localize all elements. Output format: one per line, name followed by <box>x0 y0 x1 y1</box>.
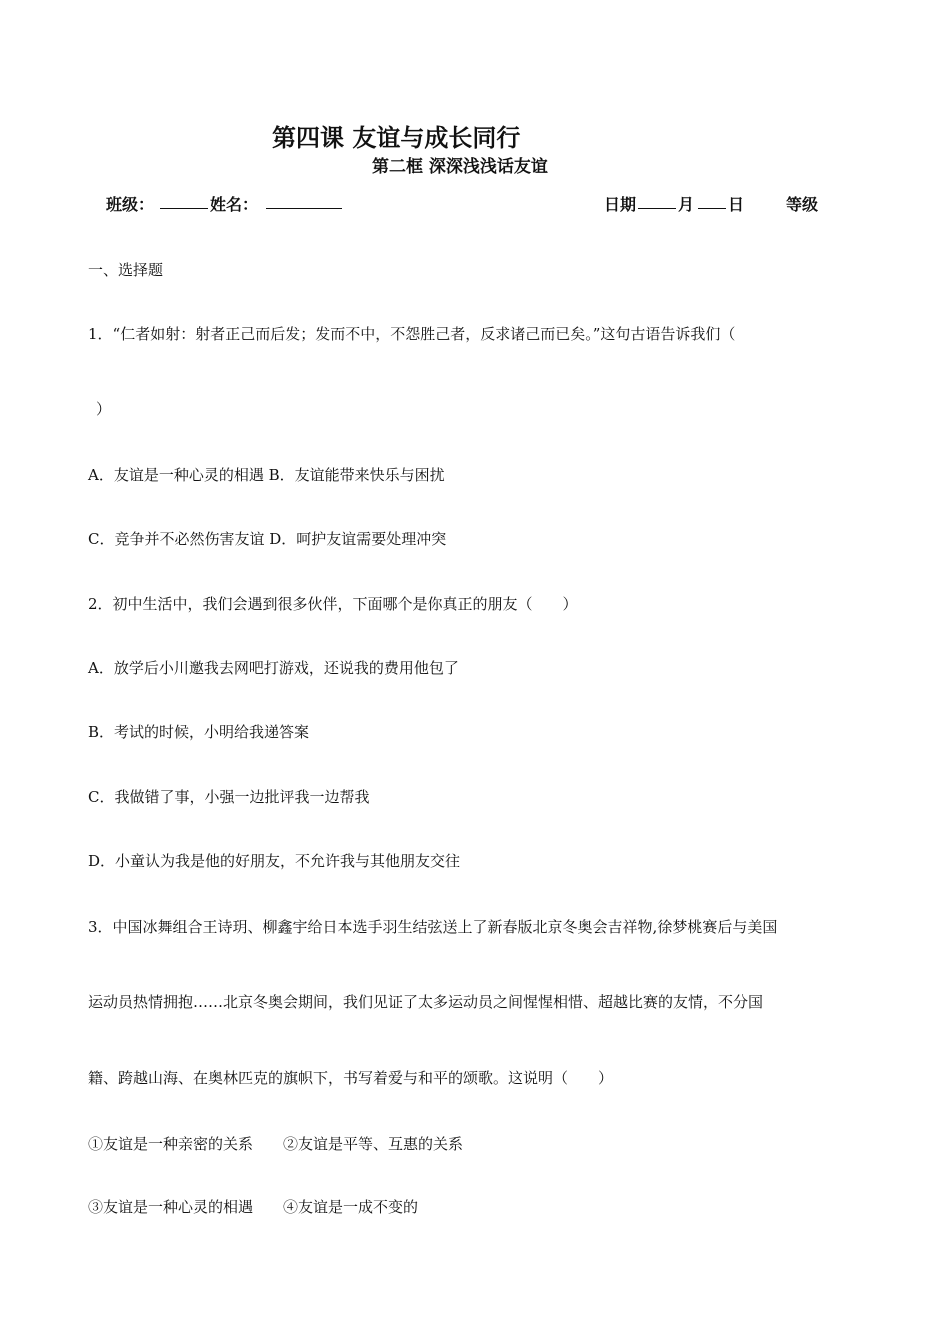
question-3-line-1: 3．中国冰舞组合王诗玥、柳鑫宇给日本选手羽生结弦送上了新春版北京冬奥会吉祥物,徐梦桃赛后与美国 <box>88 918 778 936</box>
question-1-option-line-1: A．友谊是一种心灵的相遇 B．友谊能带来快乐与困扰 <box>88 466 445 484</box>
grade-label: 等级 <box>786 195 819 214</box>
question-3-option-line-1: ①友谊是一种亲密的关系 ②友谊是平等、互惠的关系 <box>88 1135 464 1153</box>
question-1-line-2: ） <box>96 400 112 418</box>
day-label: 日 <box>728 195 745 214</box>
section-heading: 一、选择题 <box>88 261 164 279</box>
lesson-title: 第四课 友谊与成长同行 <box>272 123 521 152</box>
question-2-option-d: D．小童认为我是他的好朋友，不允许我与其他朋友交往 <box>88 852 461 870</box>
month-label: 月 <box>678 195 695 214</box>
question-2-option-b: B．考试的时候，小明给我递答案 <box>88 723 310 741</box>
month-blank[interactable] <box>638 194 676 209</box>
question-3-option-line-2: ③友谊是一种心灵的相遇 ④友谊是一成不变的 <box>88 1198 419 1216</box>
name-label: 姓名： <box>210 195 259 214</box>
question-1-line-1: 1．“仁者如射：射者正己而后发；发而不中，不怨胜己者，反求诸己而已矣。”这句古语告诉我们（ <box>88 325 736 343</box>
class-blank[interactable] <box>160 194 208 209</box>
class-label: 班级： <box>106 195 155 214</box>
section-subtitle: 第二框 深深浅浅话友谊 <box>372 157 548 177</box>
name-blank[interactable] <box>266 194 342 209</box>
question-3-line-2: 运动员热情拥抱……北京冬奥会期间，我们见证了太多运动员之间惺惺相惜、超越比赛的友情，不分国 <box>88 993 764 1011</box>
day-blank[interactable] <box>698 194 726 209</box>
question-3-line-3: 籍、跨越山海、在奥林匹克的旗帜下，书写着爱与和平的颂歌。这说明（ ） <box>88 1069 614 1087</box>
question-2-option-c: C．我做错了事，小强一边批评我一边帮我 <box>88 788 370 806</box>
question-2-option-a: A．放学后小川邀我去网吧打游戏，还说我的费用他包了 <box>88 659 459 677</box>
question-2-line-1: 2．初中生活中，我们会遇到很多伙伴，下面哪个是你真正的朋友（ ） <box>88 595 578 613</box>
date-label: 日期 <box>604 195 637 214</box>
question-1-option-line-2: C．竞争并不必然伤害友谊 D．呵护友谊需要处理冲突 <box>88 530 447 548</box>
